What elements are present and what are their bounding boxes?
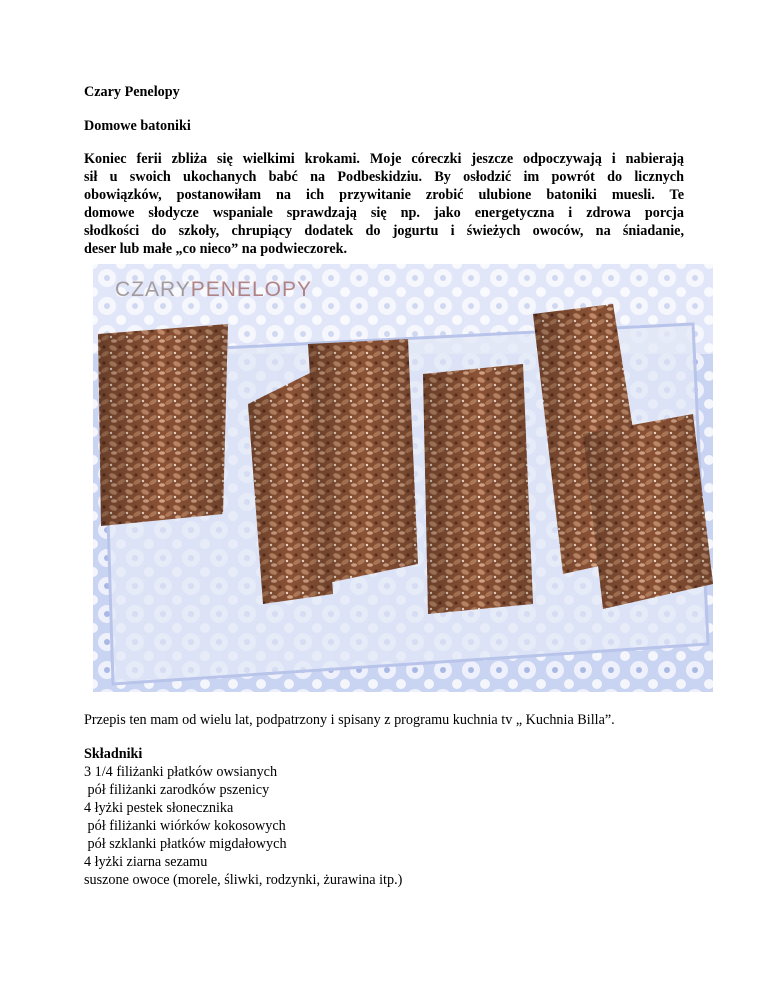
ingredient-item: 4 łyżki ziarna sezamu: [84, 854, 208, 870]
intro-line: sił u swoich ukochanych babć na Podbeskidziu. By osłodzić im powrót do licznych: [84, 169, 684, 185]
ingredient-item: 3 1/4 filiżanki płatków owsianych: [84, 764, 278, 780]
granola-bar: [583, 414, 713, 609]
granola-bar: [308, 339, 418, 584]
ingredient-item: suszone owoce (morele, śliwki, rodzynki, żurawina itp.): [84, 872, 403, 888]
post-title: Domowe batoniki: [84, 118, 191, 134]
site-title: Czary Penelopy: [84, 84, 180, 100]
granola-bar: [98, 324, 228, 526]
granola-bars-photo: [93, 264, 713, 692]
intro-line: słodkości do szkoły, chrupiący dodatek do jogurtu i świeżych owoców, na śniadanie,: [84, 223, 684, 239]
ingredient-item: pół szklanki płatków migdałowych: [84, 836, 287, 852]
granola-bar: [423, 364, 533, 614]
source-note: Przepis ten mam od wielu lat, podpatrzony i spisany z programu kuchnia tv „ Kuchnia Billa”.: [84, 712, 615, 728]
photo-watermark: [115, 278, 312, 302]
intro-line: obowiązków, postanowiłam na ich przywitanie zrobić ulubione batoniki muesli. Te: [84, 187, 684, 203]
ingredient-item: pół filiżanki zarodków pszenicy: [84, 782, 270, 798]
intro-line: deser lub małe „co nieco” na podwieczorek.: [84, 241, 348, 257]
ingredients-heading: Składniki: [84, 746, 143, 762]
ingredient-item: 4 łyżki pestek słonecznika: [84, 800, 234, 816]
intro-line: domowe słodycze wspaniale sprawdzają się np. jako energetyczna i zdrowa porcja: [84, 205, 684, 221]
intro-line: Koniec ferii zbliża się wielkimi krokami. Moje córeczki jeszcze odpoczywają i nabierają: [84, 151, 684, 167]
ingredient-item: pół filiżanki wiórków kokosowych: [84, 818, 286, 834]
watermark-part2: PENELOPY: [190, 278, 313, 301]
watermark-part1: CZARY: [115, 278, 191, 301]
